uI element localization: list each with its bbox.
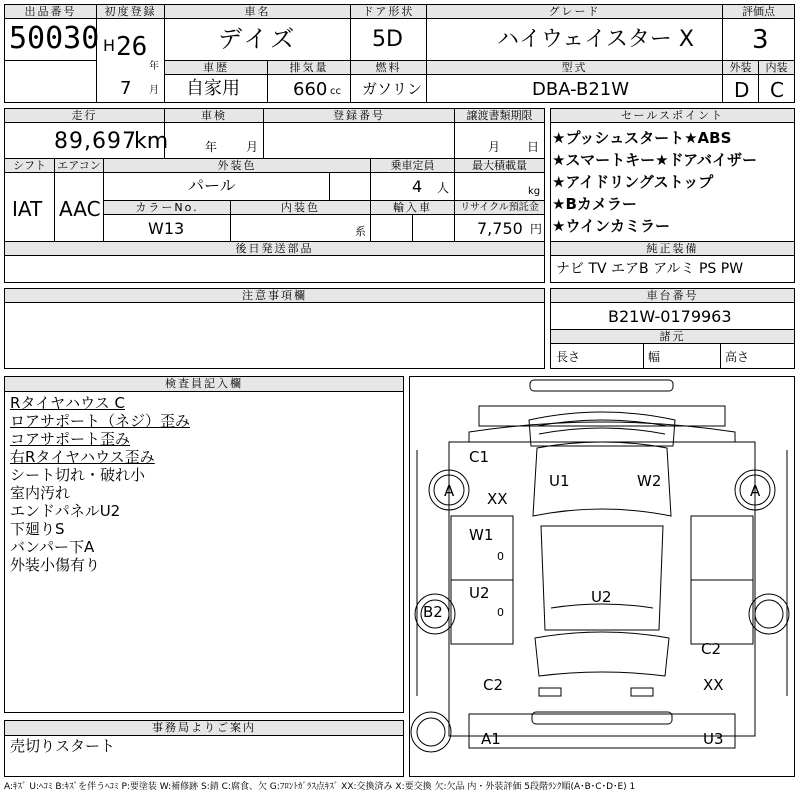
notes-title: 注意事項欄 [4, 288, 545, 303]
mark-b2: B2 [423, 603, 443, 621]
lot-number-label: 出品番号 [4, 4, 97, 19]
ac-label: エアコン [54, 158, 104, 173]
mark-u1: U1 [549, 472, 570, 490]
width-label: 幅 [648, 350, 661, 364]
capacity-unit: 人 [437, 181, 450, 195]
model-value: DBA-B21W [532, 79, 630, 100]
sales-point-item: ★アイドリングストップ [552, 173, 714, 191]
score-value: 3 [752, 25, 769, 55]
interior-value: C [770, 78, 784, 102]
ac-value: AAC [59, 197, 101, 221]
transfer-day-unit: 日 [527, 140, 540, 154]
recycle-label: リサイクル預託金 [454, 200, 545, 215]
color-label: 外装色 [103, 158, 371, 173]
interior-color-label: 内装色 [230, 200, 371, 215]
lot-number-spare [4, 60, 97, 103]
length-label: 長さ [556, 350, 581, 364]
color-spare-cell [329, 172, 371, 201]
inspection-month-unit: 月 [246, 140, 259, 154]
inspector-lines [10, 394, 190, 574]
mark-xx-left: XX [487, 490, 508, 508]
reg-no-label: 登録番号 [263, 108, 455, 123]
inspector-line: Rタイヤハウス C [10, 394, 125, 412]
equipment-title: 純正装備 [550, 241, 795, 256]
mark-u2-center: U2 [591, 588, 612, 606]
mark-c2-right: C2 [701, 640, 722, 658]
car-name-label: 車名 [164, 4, 351, 19]
recycle-value: 7,750 [477, 219, 523, 238]
score-label: 評価点 [722, 4, 795, 19]
exterior-label: 外装 [722, 60, 759, 75]
shift-label: シフト [4, 158, 55, 173]
model-label: 型式 [426, 60, 723, 75]
office-title: 事務局よりご案内 [4, 720, 404, 736]
capacity-value: 4 [412, 177, 423, 196]
car-name: デイズ [218, 25, 298, 53]
inspector-line: コアサポート歪み [10, 430, 131, 448]
chassis-title: 車台番号 [550, 288, 795, 303]
office-text: 売切りスタート [10, 737, 116, 755]
inspection-label: 車検 [164, 108, 264, 123]
mark-a-right: A [750, 482, 761, 500]
transfer-month-unit: 月 [488, 140, 501, 154]
inspector-title: 検査員記入欄 [4, 376, 404, 392]
displacement-unit: cc [330, 86, 341, 97]
legend-text: A:ｷｽﾞ U:ﾍｺﾐ B:ｷｽﾞを伴うﾍｺﾐ P:要塗装 W:補修跡 S:錆 C:腐食、欠 G:ﾌﾛﾝﾄｶﾞﾗｽ点ｷｽﾞ XX:交換済み X:要交換 欠:欠品 内・外装評価 5段階ﾗﾝｸ順(A･B･C･D･E) 1 [4, 782, 636, 792]
sales-points-list [552, 127, 794, 237]
reg-month: 7 [120, 78, 132, 99]
reg-no-cell [263, 122, 455, 159]
inspection-year-unit: 年 [205, 140, 218, 154]
later-parts-label: 後日発送部品 [4, 241, 545, 256]
history-value: 自家用 [186, 78, 240, 99]
mark-xx-right: XX [703, 676, 724, 694]
inspector-line: 外装小傷有り [10, 556, 101, 574]
mark-c1: C1 [469, 448, 490, 466]
fuel-label: 燃料 [350, 60, 427, 75]
displacement-value: 660 [293, 79, 328, 100]
chassis-number: B21W-0179963 [608, 307, 732, 326]
sales-point-item: ★プッシュスタート★ABS [552, 129, 732, 147]
grade-label: グレード [426, 4, 723, 19]
reg-month-unit: 月 [149, 85, 159, 96]
mileage-unit: km [134, 129, 169, 154]
equipment-items: ナビ TV エアB アルミ PS PW [556, 261, 744, 277]
max-load-unit: kg [528, 186, 541, 197]
mark-a-left: A [444, 482, 455, 500]
height-label: 高さ [725, 350, 750, 364]
later-parts-cell [4, 255, 545, 283]
recycle-unit: 円 [530, 222, 543, 236]
inspector-line: 右Rタイヤハウス歪み [10, 448, 155, 466]
import-cell [370, 214, 413, 242]
mark-zero-1: 0 [497, 550, 504, 563]
inspector-line: 下廻りS [10, 520, 65, 538]
interior-color-cell [230, 214, 371, 242]
roof-top-outline [479, 406, 725, 426]
sales-point-item: ★ウインカミラー [552, 217, 670, 235]
lot-number: 50030 [9, 21, 100, 56]
inspector-line: シート切れ・破れ小 [10, 466, 146, 484]
mileage-value: 89,697 [54, 129, 137, 154]
interior-label: 内装 [758, 60, 795, 75]
inspector-line: ロアサポート（ネジ）歪み [10, 412, 191, 430]
inspector-line: 室内汚れ [10, 484, 71, 502]
color-value: パール [188, 176, 236, 195]
era: H [103, 36, 116, 55]
transfer-label: 譲渡書類期限 [454, 108, 545, 123]
door-label: ドア形状 [350, 4, 427, 19]
sales-point-item: ★Bカメラー [552, 195, 637, 213]
displacement-label: 排気量 [267, 60, 351, 75]
mark-w1: W1 [469, 526, 494, 544]
max-load-label: 最大積載量 [454, 158, 545, 173]
import-label: 輸入車 [370, 200, 455, 215]
interior-color-unit: 系 [355, 225, 366, 238]
history-label: 車歴 [164, 60, 268, 75]
color-no-label: カラーNo. [103, 200, 231, 215]
dims-title: 諸元 [550, 329, 795, 344]
mark-a1: A1 [481, 730, 501, 748]
inspector-line: バンパー下A [10, 538, 95, 556]
shift-value: IAT [12, 197, 43, 221]
color-no-value: W13 [148, 219, 185, 238]
front-bumper-shape [530, 380, 673, 391]
car-diagram [409, 376, 795, 777]
fuel-value: ガソリン [362, 80, 423, 98]
sales-point-item: ★スマートキー★ドアバイザー [552, 151, 757, 169]
import-cell-2 [412, 214, 455, 242]
inspector-line: エンドパネルU2 [10, 502, 121, 520]
notes-cell [4, 302, 545, 369]
first-reg-label: 初度登録 [96, 4, 165, 19]
capacity-label: 乗車定員 [370, 158, 455, 173]
door-value: 5D [372, 27, 403, 52]
grade-value: ハイウェイスター X [497, 27, 694, 52]
mark-w2: W2 [637, 472, 662, 490]
mark-u3: U3 [703, 730, 724, 748]
mark-c2-bottom: C2 [483, 676, 504, 694]
sales-points-title: セールスポイント [550, 108, 795, 123]
reg-year-unit: 年 [149, 61, 159, 72]
reg-year: 26 [116, 32, 148, 62]
mark-u2-left: U2 [469, 584, 490, 602]
exterior-value: D [734, 78, 750, 102]
mark-zero-2: 0 [497, 606, 504, 619]
mileage-label: 走行 [4, 108, 165, 123]
